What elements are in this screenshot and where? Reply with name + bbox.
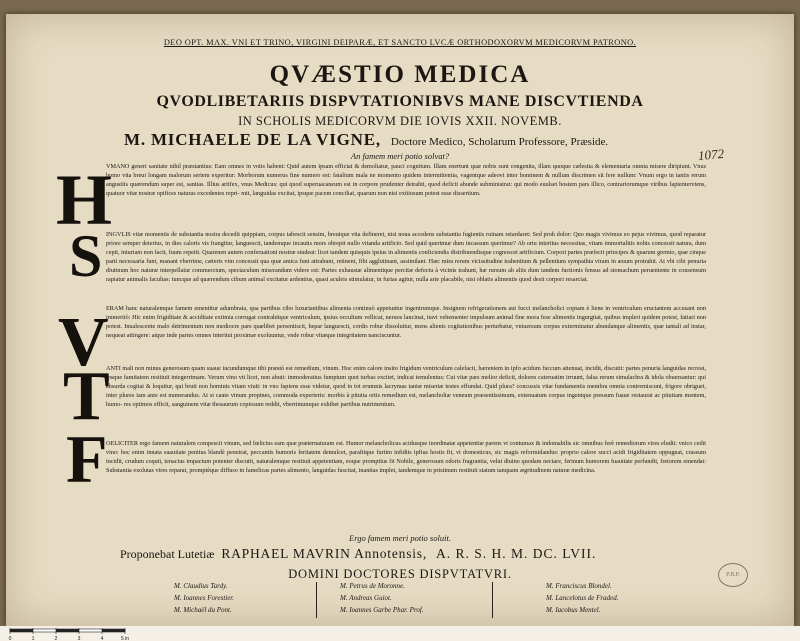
- ruler-label: 5 in: [120, 636, 130, 641]
- ruler-label: 4: [100, 636, 104, 641]
- initial-letter-t: T: [63, 358, 110, 435]
- proponent-name: RAPHAEL MAVRIN Annotensis,: [221, 546, 428, 561]
- ruler-label: 0: [8, 636, 12, 641]
- paragraph-5: OELICITER ergo famem naturalem compescit vinum, sed fœlicius eam quæ præternaturam est. Humor melancholicus acidusque inordinatæ appetentiæ parens vt contumax & indomabilis sic omnibus ferè remediorum vires eludit: vnico cedit vino: hoc enim innata suauitate penitus blandè penetrat, peccantis humoris feritatem demulcet, parafitque furtim infidiis ipfius hostis fit, vt domesticus, sic magis reformidandus: proprio calore succi acidi frigiditatem oppugnat, crassum incidit, crudum coquit, tenacius impactum potenter discutit, naturalemque restituit appetentiam, eoque promptius fit Nobile, generosum odoris fragrantia, velut diuino quodam nectare, ferinum humorem fuauitate perfundit, fretorem emendat: Substantia exolutas vires reparat, promptèque diffuso in famelicas partes alimento, languidas fuscitat, inanitas implet, tandemque in pristinum restituit statum tanquam ægritudinem naturæ medicina.: [106, 440, 706, 474]
- conclusion-line: Ergo famem meri potio soluit.: [349, 533, 451, 543]
- initial-letter-h: H: [56, 160, 113, 240]
- ruler-scale-bar: [4, 626, 134, 641]
- paragraph-3: ERAM hanc naturalemque famem ementitur adumbrata, qua partibus cibo luxuriantibus alimenta continuò appetuntur ingentrumque. Insignem refrigerationem aut fucci melancholici copiam è liene in ventriculum eructantem accusant non immeritò: Hic enim frigiditate & acciditate extimia corrugat contrahitque ventriculum, ipsius occultum vellicat, neruos lancinat, itavt vehementer impulsum animal fine mora fese alimentis ingurgitat, quibus impleri quidem potest, fatiari non potest. Inualescente malo detrimentum non mediocre pars quælibet persentiscit, hepar languescit, cordis robur dissoluitur, mens alienis cogitationibus perturbatur, vniuersum corpus exterminatur abundanque alimentis, quæ tantali ad instar, nequeat attingere: atque inde partes omnes interitui proximæ exoluuntur, vnde robur vitæque integritatem nanciscuntur.: [106, 305, 706, 339]
- column-divider: [492, 582, 493, 618]
- proponent-prefix: Proponebat Lutetiæ: [120, 547, 215, 561]
- doctor-name: M. Ioannes Forestier.: [174, 594, 235, 602]
- presider-name: M. MICHAELE DE LA VIGNE,: [124, 130, 381, 149]
- presider-role: Doctore Medico, Scholarum Professore, Præside.: [390, 136, 609, 148]
- doctor-name: M. Michaël du Pont.: [174, 606, 232, 614]
- initial-letter-s: S: [69, 223, 103, 289]
- paragraph-1: VMANO generi sanitate nihil præstantius: Eam omnes in votis habent: Quid autem ipsam efficiat & demoliatur, pauci cognitum. Illam enertunt quæ nobis sunt congenita, illam quoque cælestia & elementaria omnia misere diripiunt. Vnus homo vita breui longam malorum seriem experitur: Morborum numerus fine numero est: fatalium mala ne momento quidem intermittentia, vagentque adeovt inter hominem & nullum discrimen sit fere nullum: Vnum ergo in tantis rerum angustiis quærendum super est, sanitas. Illius artifex, vnus Medicus: qui quod superuacaneum est in corpore prudenter detrahit, quod deficit abunde subministrat: qui modo euulset hostem pars illico, contrariorumque viribus fapientervtens, quatuor vitæ nostræ opifices naturas excedentes repri- mit, languidas excitat, ipsque pacem conciliat, quarum non nisi exitiosum potest esse dissertium.: [106, 163, 706, 197]
- doctor-name: M. Franciscus Blondel.: [546, 582, 612, 590]
- dedication-line: DEO OPT. MAX. VNI ET TRINO, VIRGINI DEIPARÆ, ET SANCTO LVCÆ ORTHODOXORVM MEDICORVM PATRONO.: [163, 38, 637, 47]
- ruler-label: 3: [77, 636, 81, 641]
- scale-ruler: [0, 626, 800, 641]
- presider-line: [124, 130, 608, 150]
- subtitle-line-2: IN SCHOLIS MEDICORVM DIE IOVIS XXII. NOVEMB.: [238, 114, 562, 128]
- handwritten-note: 1072: [697, 145, 725, 164]
- library-stamp: P.B.P.: [718, 563, 748, 587]
- doctor-name: M. Petrus de Moronne.: [340, 582, 405, 590]
- doctor-name: M. Ioannes Garbe Phar. Prof.: [340, 606, 424, 614]
- ruler-label: 1: [31, 636, 35, 641]
- subtitle-line-1: QVODLIBETARIIS DISPVTATIONIBVS MANE DISCVTIENDA: [156, 93, 644, 110]
- ruler-label: 2: [54, 636, 58, 641]
- column-divider: [316, 582, 317, 618]
- paragraph-4: ANTI mali non minus generosum quam suaue iucundumque tibi præstò est remedium, vinum. Hoc enim calore insito frigidum ventriculum calefacit, hæreniem in ipfo acidum fuccum attenuat, incidit, discutit: partes penuria languidas recreat, ipsque famitatem restituit integerrimam. Verum vino vti licet, non abuti: immoderatius fumptum quot turbas excitet, indicat temulentus: Cui vitæ pars melior deficit, dolores cateruatim irruunt, falsa rerum simulachra & idola obuersantur: qui absurda cogitat & loquitur, qui brutt non hominis vitam viuit: in vno fapiens esse videtur, quod in tot erumnis lacrymas tantæ miseriæ testes effundat. Quid plura? concussis vitæ fundamentis membra omnia contremiscunt, frigore obriguet, inter plures iam ante est numerandus. At si caute vinum propines, commoda experieris: morbis à pituita ortis remedium est, melancholiæ veneum præsentissimum, extenuatum corpus ingenique pressum fuaue restaurat ac pituitam mentem, humo- res optimos efficit, sanguinem vitæ thesaurum copiosum reddit, vberrimumque exhibet partibus nutrimentum.: [106, 365, 706, 408]
- proponent-date: A. R. S. H. M. DC. LVII.: [436, 546, 597, 561]
- paragraph-2: INGVLIS vitæ momentis de substantia nostra decedit quippiam, corpus tabescit sensim, breuique vita defineret, nisi noua accedens substantia fugientis ruinam retardaret: Sed proh dolor: Quo magis vivimus eo pejus vivimus, quod reparatur priore semper deterius, in dies caloris vis frangitur, languescit, tandemque incautis mors obrepit nullo vitanda artificio. Sed quid querimur dum incassum querimur? Ab ortu interitus necessitas, vitam immortalitis nobis concessit natura, dum cepit, iniuriam non facit, fuum repetit. Quarenen autem conferuationi nostræ studeat: licet tandem quisquis ipsius in alimentis conficiendis distribuendisque cognoscet artificium. Corpori partes præfecit principes & quarum gremio, quæ cinque parti necessaria funt, manant vberrime, cæteris vim concessit qua quæ amica funt attrahunt, retinent, fibi agglutinant, assimilant. Hæc mira rerum vicissitudine trahentium & pellentium sympathia viram in æuum protrahit. At vbi cibi penuria diutinum hoc naturæ interpellatur commercium, spectaculum miserandum videre est: Partes exhaustæ alimentique percitæ defectu à vicinis trahunt, hæ rursum ab aliis dum tandem fuctionis fensus ad stomachum perueniente in consensum rapiatur animalis facultas: tuncque ad quærendum cibum animal excitatur ardentius, quasi aculeis stimulatur, in furias agitur, nulla arte placabile, nisi oblatis alimentis quod desit corpori resarciat.: [106, 231, 706, 283]
- question-text: An famem meri potio solvat?: [350, 151, 450, 161]
- doctor-name: M. Andreas Guiot.: [340, 594, 392, 602]
- doctors-title: DOMINI DOCTORES DISPVTATVRI.: [288, 567, 512, 581]
- initial-letter-f: F: [66, 421, 108, 497]
- proponent-line: [120, 546, 596, 562]
- page-title: QVÆSTIO MEDICA: [269, 61, 531, 88]
- document-page: [6, 14, 794, 626]
- doctor-name: M. Claudius Tardy.: [174, 582, 228, 590]
- doctor-name: M. Lancelotus de Fraded.: [546, 594, 619, 602]
- initial-letter-v: V: [58, 304, 109, 381]
- doctor-name: M. Iacobus Mentel.: [546, 606, 601, 614]
